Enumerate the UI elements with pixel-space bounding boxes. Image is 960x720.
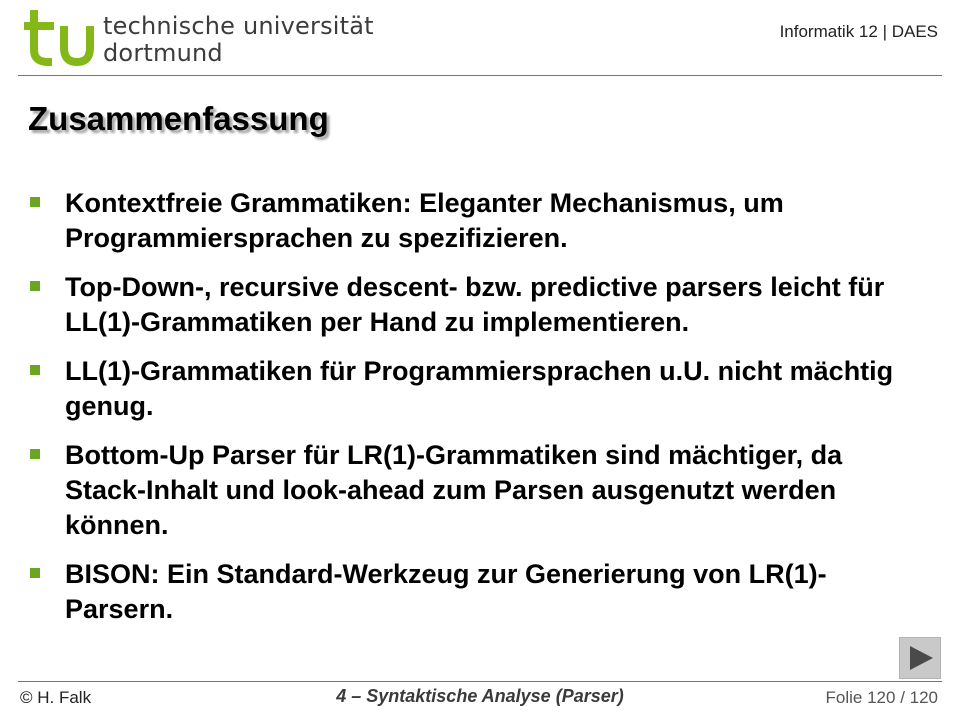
slide-number: Folie 120 / 120 [825,688,938,707]
tu-dortmund-logo [22,8,94,66]
bullet-item [30,354,930,424]
bullet-text: Top-Down-, recursive descent- bzw. predictive parsers leicht für LL(1)-Grammatiken per Hand zu implementieren. [65,272,885,337]
bullet-text: Bottom-Up Parser für LR(1)-Grammatiken sind mächtiger, da Stack-Inhalt und look-ahead zum Parsen ausgenutzt werden können. [65,440,843,540]
university-name-line1: technische universität [103,12,374,40]
next-slide-button[interactable] [899,637,941,679]
square-bullet-icon [30,449,40,459]
square-bullet-icon [30,365,40,375]
bullet-text: BISON: Ein Standard-Werkzeug zur Generierung von LR(1)-Parsern. [65,559,827,624]
author-label: © H. Falk [20,688,92,707]
square-bullet-icon [30,568,40,578]
chapter-label: 4 – Syntaktische Analyse (Parser) [336,686,624,706]
bullet-item [30,557,930,627]
slide-title: Zusammenfassung [28,100,329,137]
bullet-item [30,270,930,340]
university-name-line2: dortmund [103,39,223,67]
university-name [103,13,374,67]
bullet-item [30,186,930,256]
bullet-text: LL(1)-Grammatiken für Programmiersprachen u.U. nicht mächtig genug. [65,356,894,421]
square-bullet-icon [30,197,40,207]
header-divider [18,75,942,76]
bullet-list [30,186,930,641]
square-bullet-icon [30,281,40,291]
bullet-text: Kontextfreie Grammatiken: Eleganter Mechanismus, um Programmiersprachen zu spezifizieren. [65,188,784,253]
bullet-item [30,438,930,543]
department-label: Informatik 12 | DAES [779,22,938,41]
play-triangle-icon [908,645,934,671]
footer-divider [18,681,942,682]
